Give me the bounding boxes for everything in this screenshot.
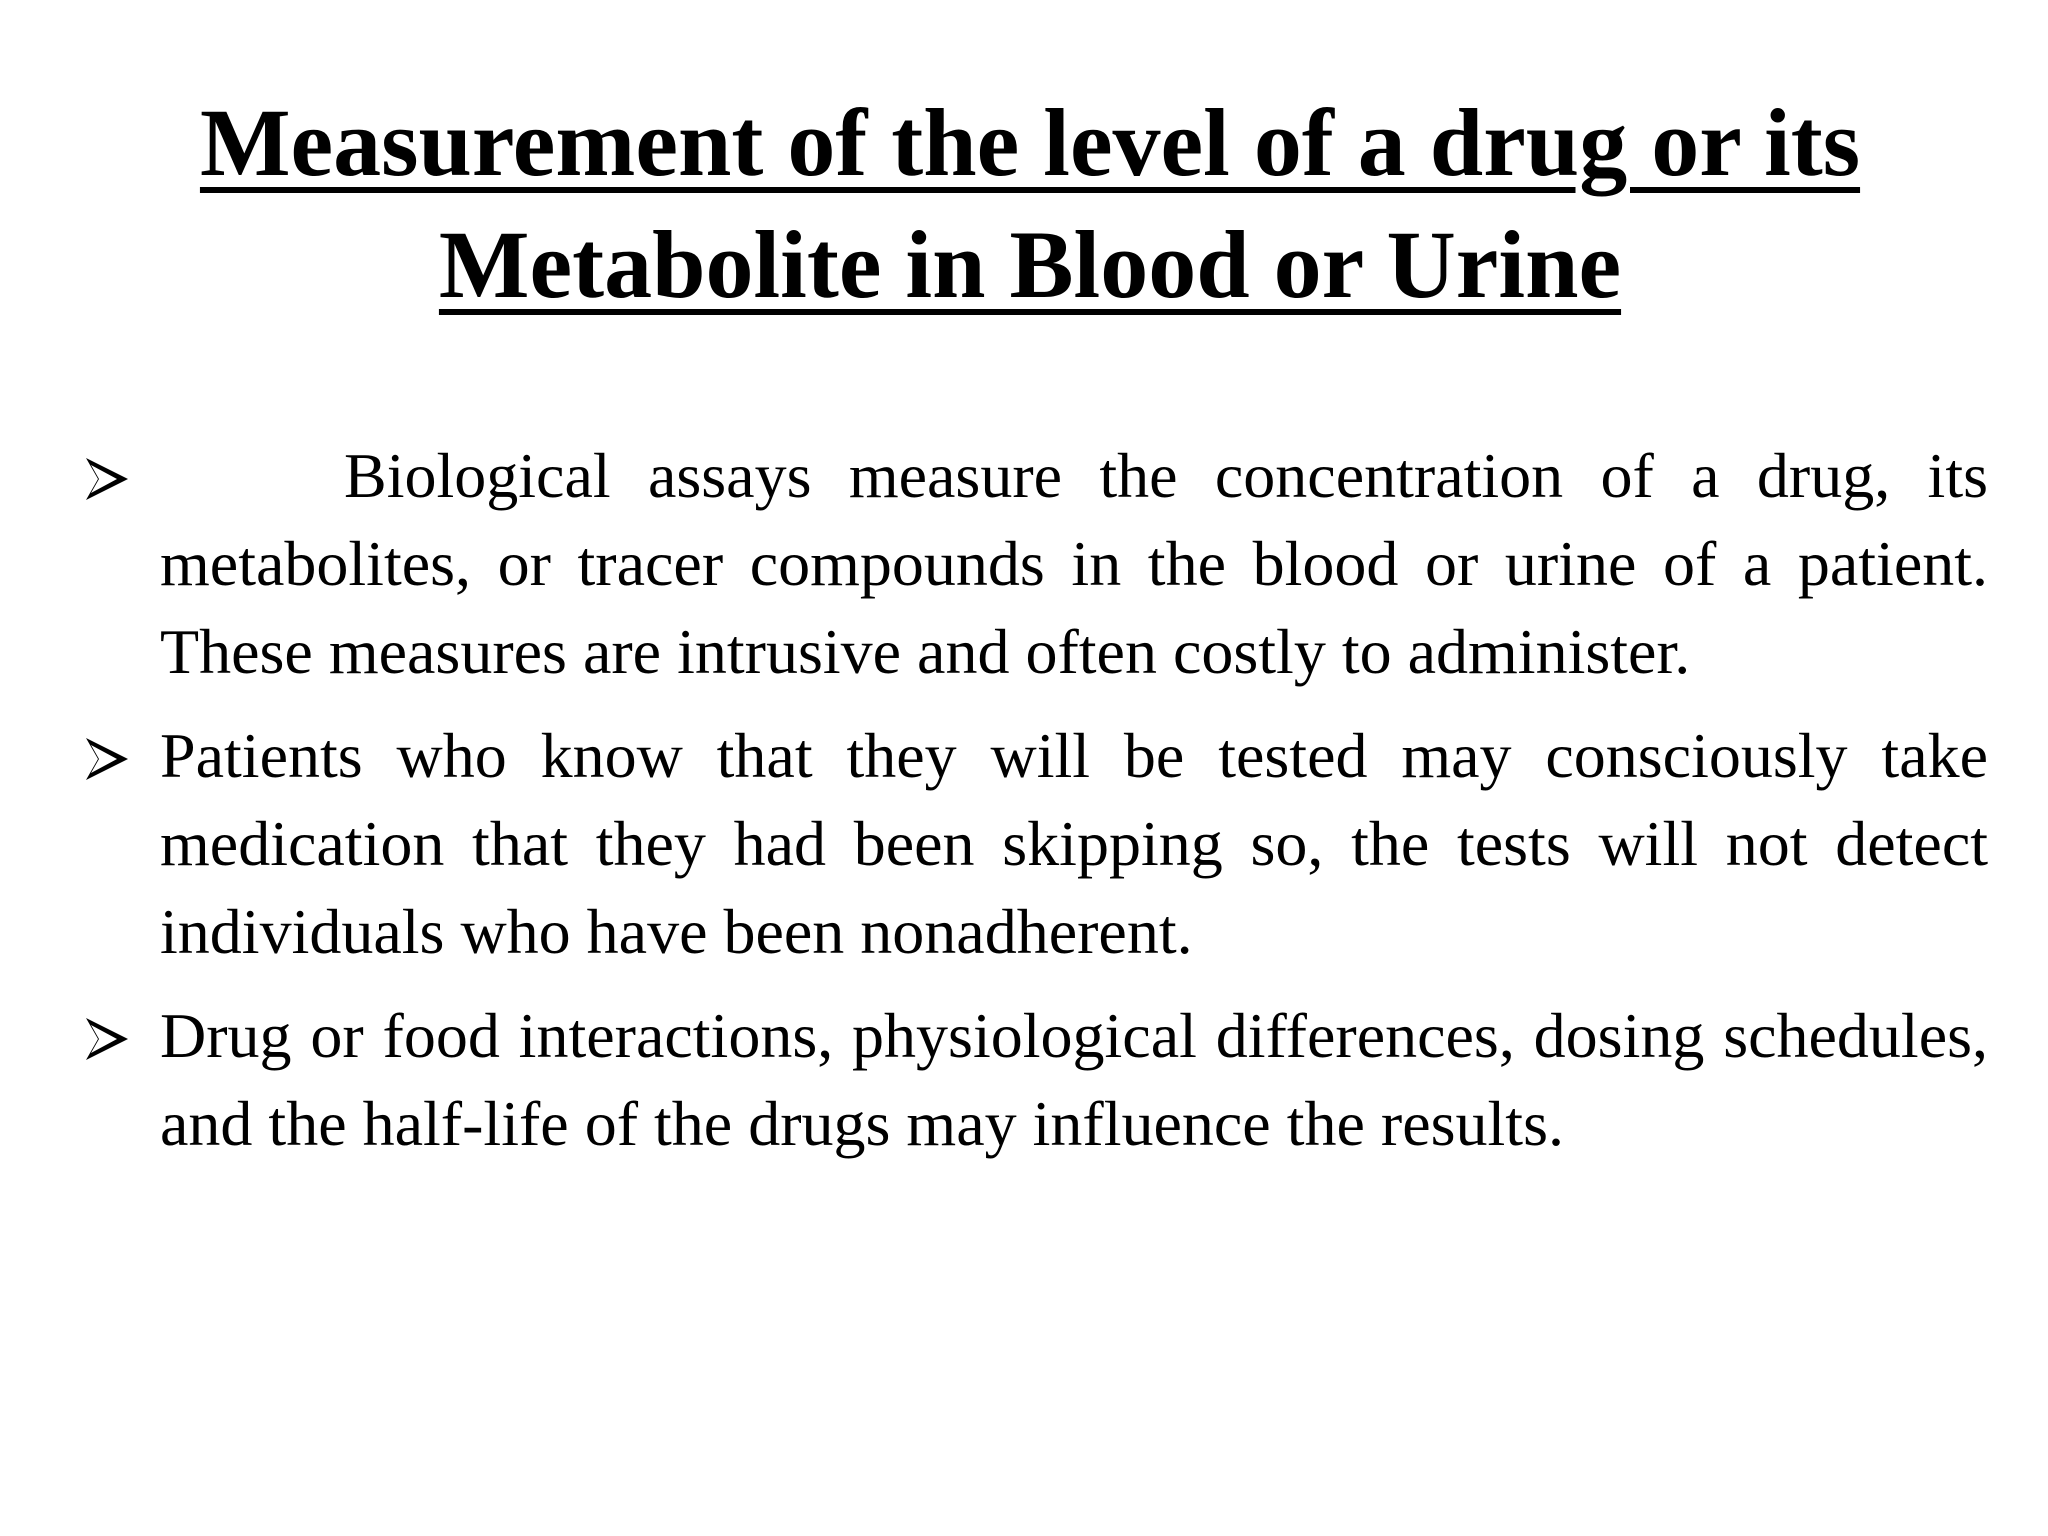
title-line-1: Measurement of the level of a drug or its	[199, 89, 1861, 196]
bullet-item	[84, 992, 1988, 1168]
slide-title	[100, 82, 1960, 326]
bullet-item	[84, 432, 1988, 696]
title-line-2: Metabolite in Blood or Urine	[438, 211, 1622, 318]
bullet-text: Patients who know that they will be tested may consciously take medication that they had been skipping so, the tests will not detect individuals who have been nonadherent.	[160, 720, 1988, 967]
arrow-bullet-icon	[84, 1016, 130, 1062]
arrow-bullet-icon	[84, 456, 130, 502]
arrow-bullet-icon	[84, 736, 130, 782]
bullet-list	[84, 432, 1988, 1184]
bullet-text: Biological assays measure the concentration of a drug, its metabolites, or tracer compounds in the blood or urine of a patient. These measures are intrusive and often costly to administer.	[160, 440, 1988, 687]
bullet-text: Drug or food interactions, physiological differences, dosing schedules, and the half-life of the drugs may influence the results.	[160, 1000, 1988, 1159]
bullet-item	[84, 712, 1988, 976]
